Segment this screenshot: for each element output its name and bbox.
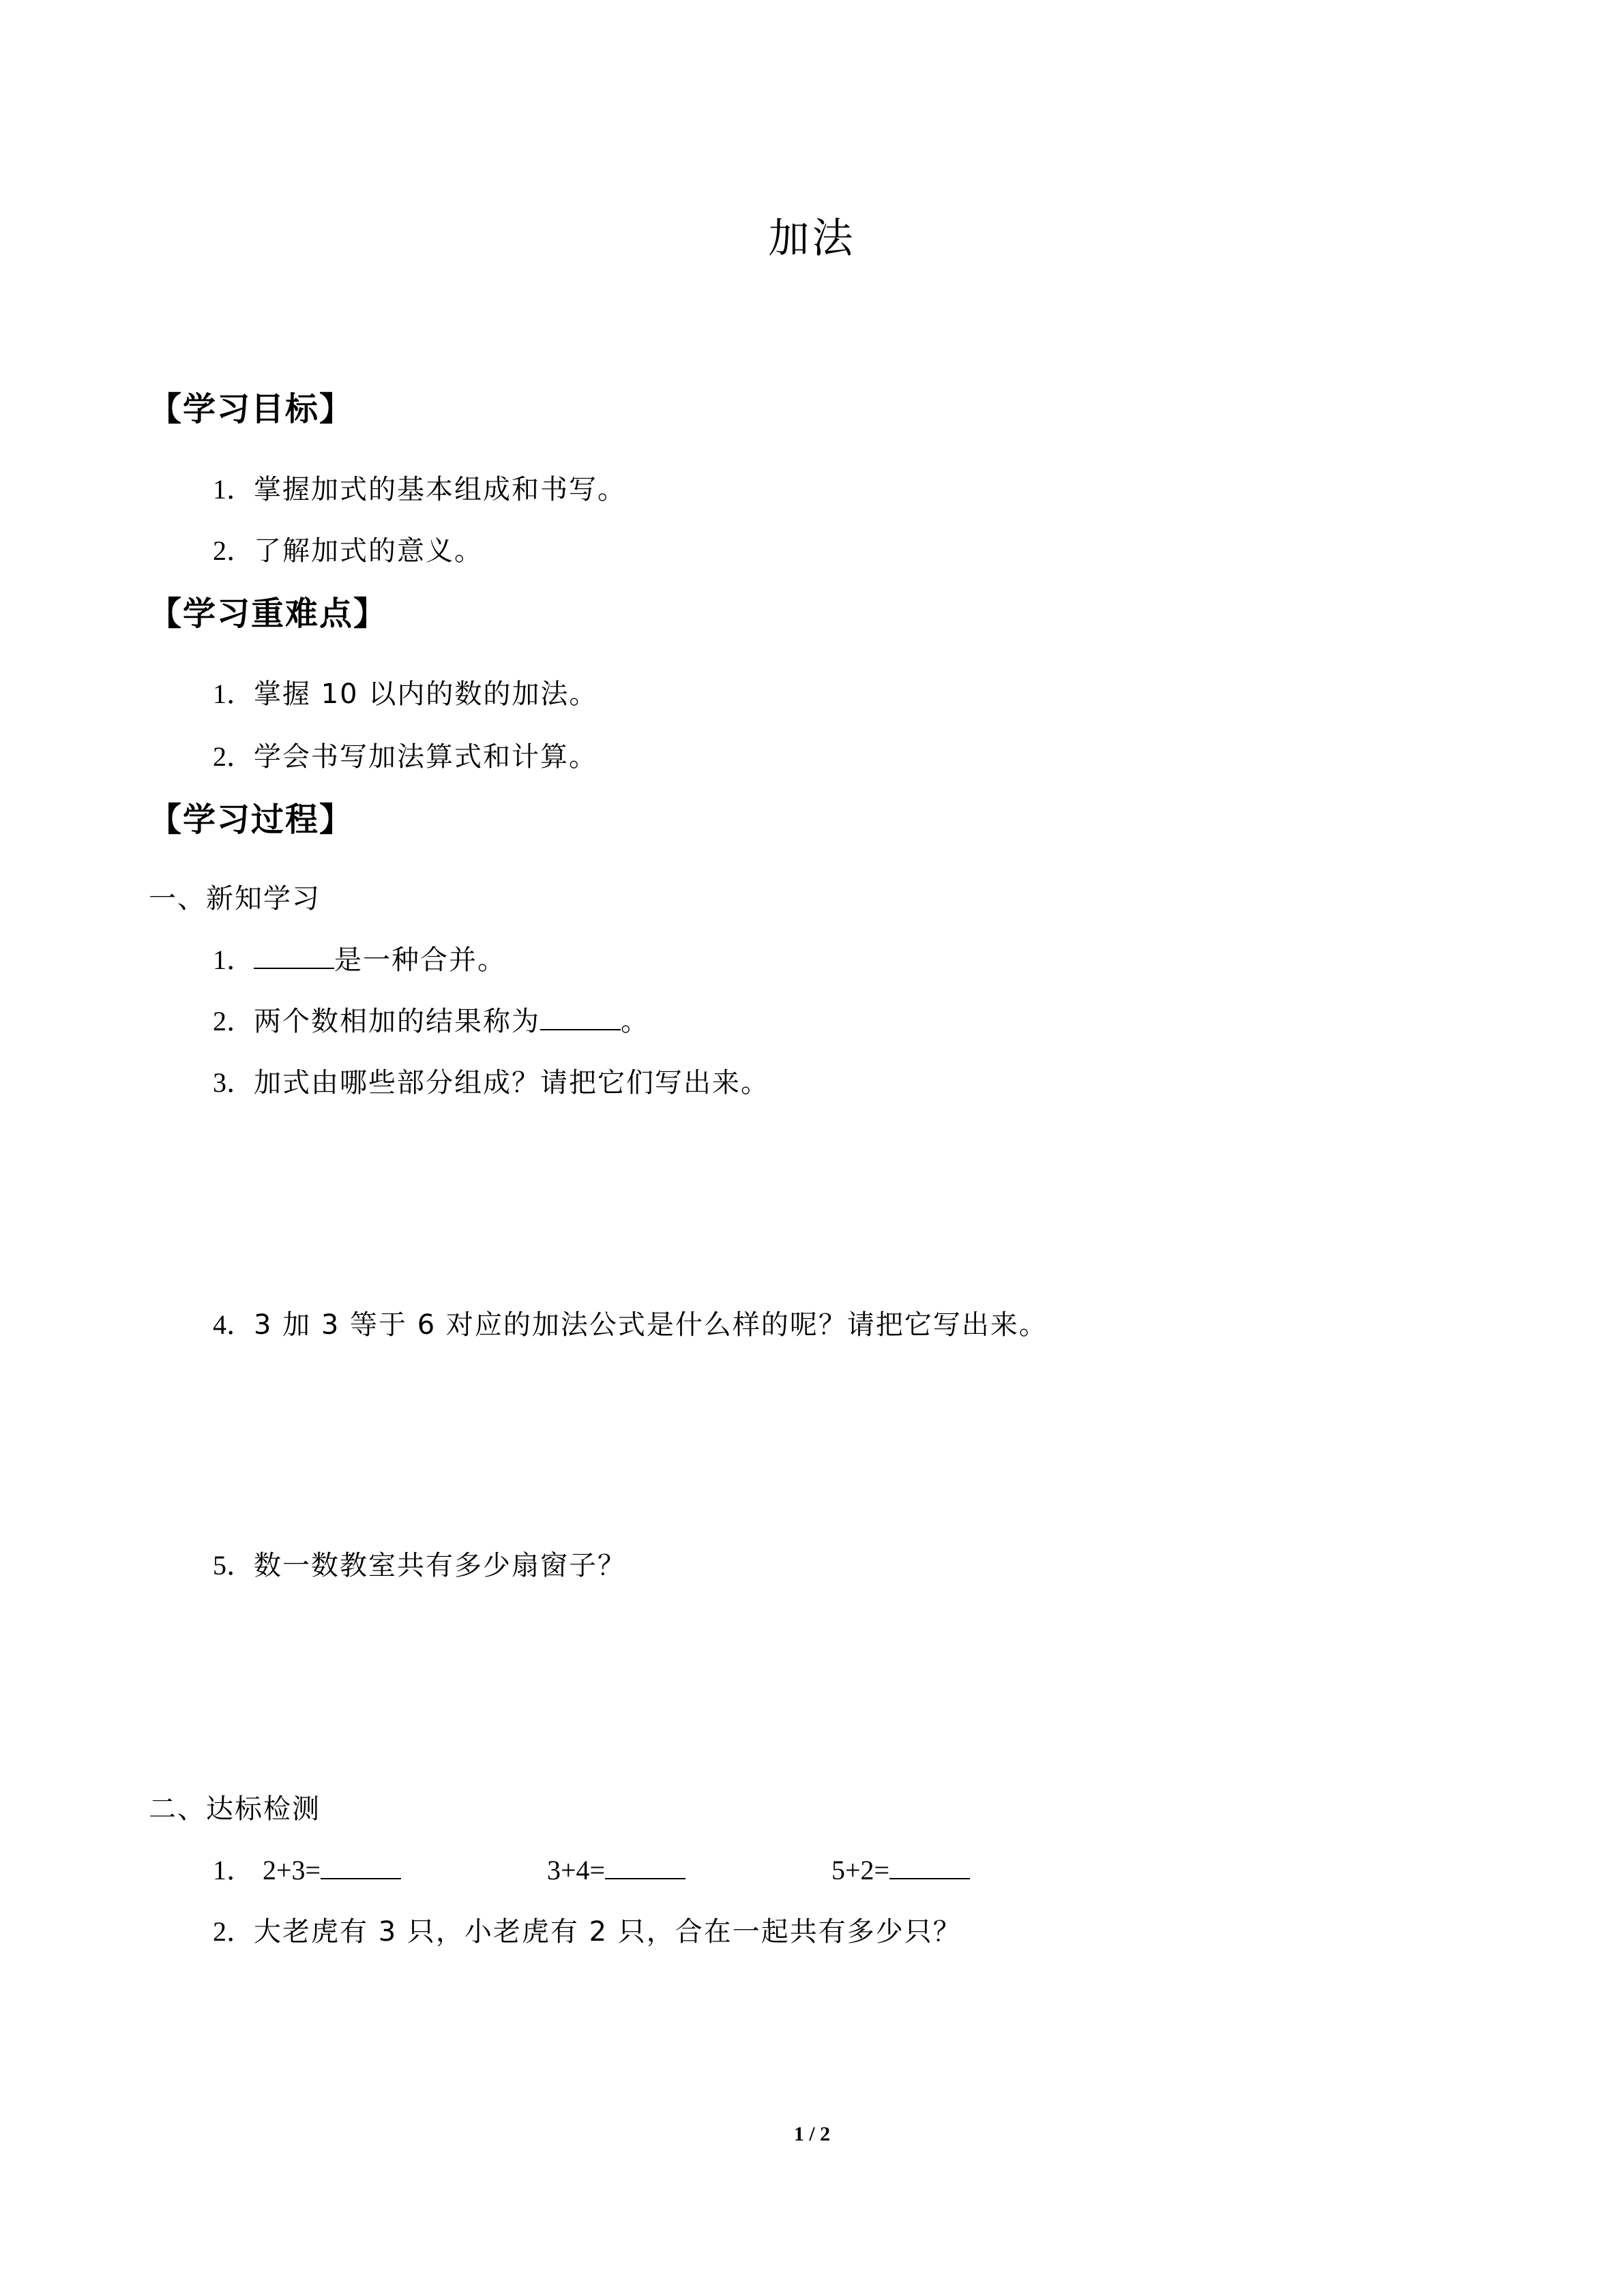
part1-item-3-number: 3．	[213, 1067, 254, 1098]
answer-blank[interactable]	[254, 943, 334, 969]
goal-item-1-text: 掌握加式的基本组成和书写。	[254, 474, 626, 505]
key-point-item-2-text: 学会书写加法算式和计算。	[254, 741, 597, 773]
goal-item-2	[213, 532, 483, 570]
equation-3	[831, 1851, 970, 1890]
part1-item-3	[213, 1064, 769, 1102]
equation-3-text: 5+2=	[831, 1855, 890, 1885]
equation-row-number: 1．	[213, 1855, 254, 1885]
part1-item-4-number: 4．	[213, 1309, 254, 1340]
key-point-item-2-number: 2．	[213, 741, 254, 772]
page-indicator: 1 / 2	[793, 2123, 831, 2145]
process-heading: 【学习过程】	[149, 801, 354, 839]
part1-label: 一、新知学习	[149, 883, 321, 914]
part1-item-5-number: 5．	[213, 1550, 254, 1581]
part1-item-3-text: 加式由哪些部分组成？请把它们写出来。	[254, 1067, 769, 1099]
part1-item-2-number: 2．	[213, 1006, 254, 1037]
key-point-item-1-number: 1．	[213, 679, 254, 709]
part2-item-2-number: 2．	[213, 1916, 254, 1947]
part1-item-2-text: 两个数相加的结果称为	[254, 1006, 540, 1037]
part1-item-1	[213, 941, 506, 979]
page-title: 加法	[768, 215, 856, 263]
answer-blank[interactable]	[605, 1853, 685, 1879]
part1-item-4	[213, 1306, 1048, 1344]
goal-item-2-number: 2．	[213, 535, 254, 566]
part2-item-2	[213, 1913, 962, 1951]
goals-heading: 【学习目标】	[149, 390, 354, 428]
equation-2	[547, 1851, 685, 1890]
key-point-item-1	[213, 675, 597, 713]
key-point-item-1-text: 掌握 10 以内的数的加法。	[254, 679, 598, 710]
goal-item-1-number: 1．	[213, 474, 254, 505]
part2-item-2-text: 大老虎有 3 只，小老虎有 2 只，合在一起共有多少只？	[254, 1916, 962, 1948]
key-point-item-2	[213, 738, 597, 776]
part1-item-1-text: 是一种合并。	[334, 944, 506, 976]
goal-item-1	[213, 471, 626, 509]
part1-item-5-text: 数一数教室共有多少扇窗子？	[254, 1550, 626, 1581]
answer-blank[interactable]	[889, 1853, 970, 1879]
part1-item-1-number: 1．	[213, 944, 254, 975]
part1-item-2	[213, 1002, 649, 1041]
goal-item-2-text: 了解加式的意义。	[254, 535, 483, 567]
key-points-heading: 【学习重难点】	[149, 595, 388, 633]
answer-blank[interactable]	[540, 1004, 621, 1030]
part2-label: 二、达标检测	[149, 1793, 321, 1825]
answer-blank[interactable]	[321, 1853, 401, 1879]
equation-1-text: 2+3=	[263, 1855, 321, 1885]
part1-item-4-text: 3 加 3 等于 6 对应的加法公式是什么样的呢？请把它写出来。	[254, 1309, 1048, 1341]
equation-2-text: 3+4=	[547, 1855, 606, 1885]
equation-1	[263, 1851, 401, 1890]
part1-item-2-end: 。	[621, 1006, 649, 1037]
part1-item-5	[213, 1547, 626, 1585]
